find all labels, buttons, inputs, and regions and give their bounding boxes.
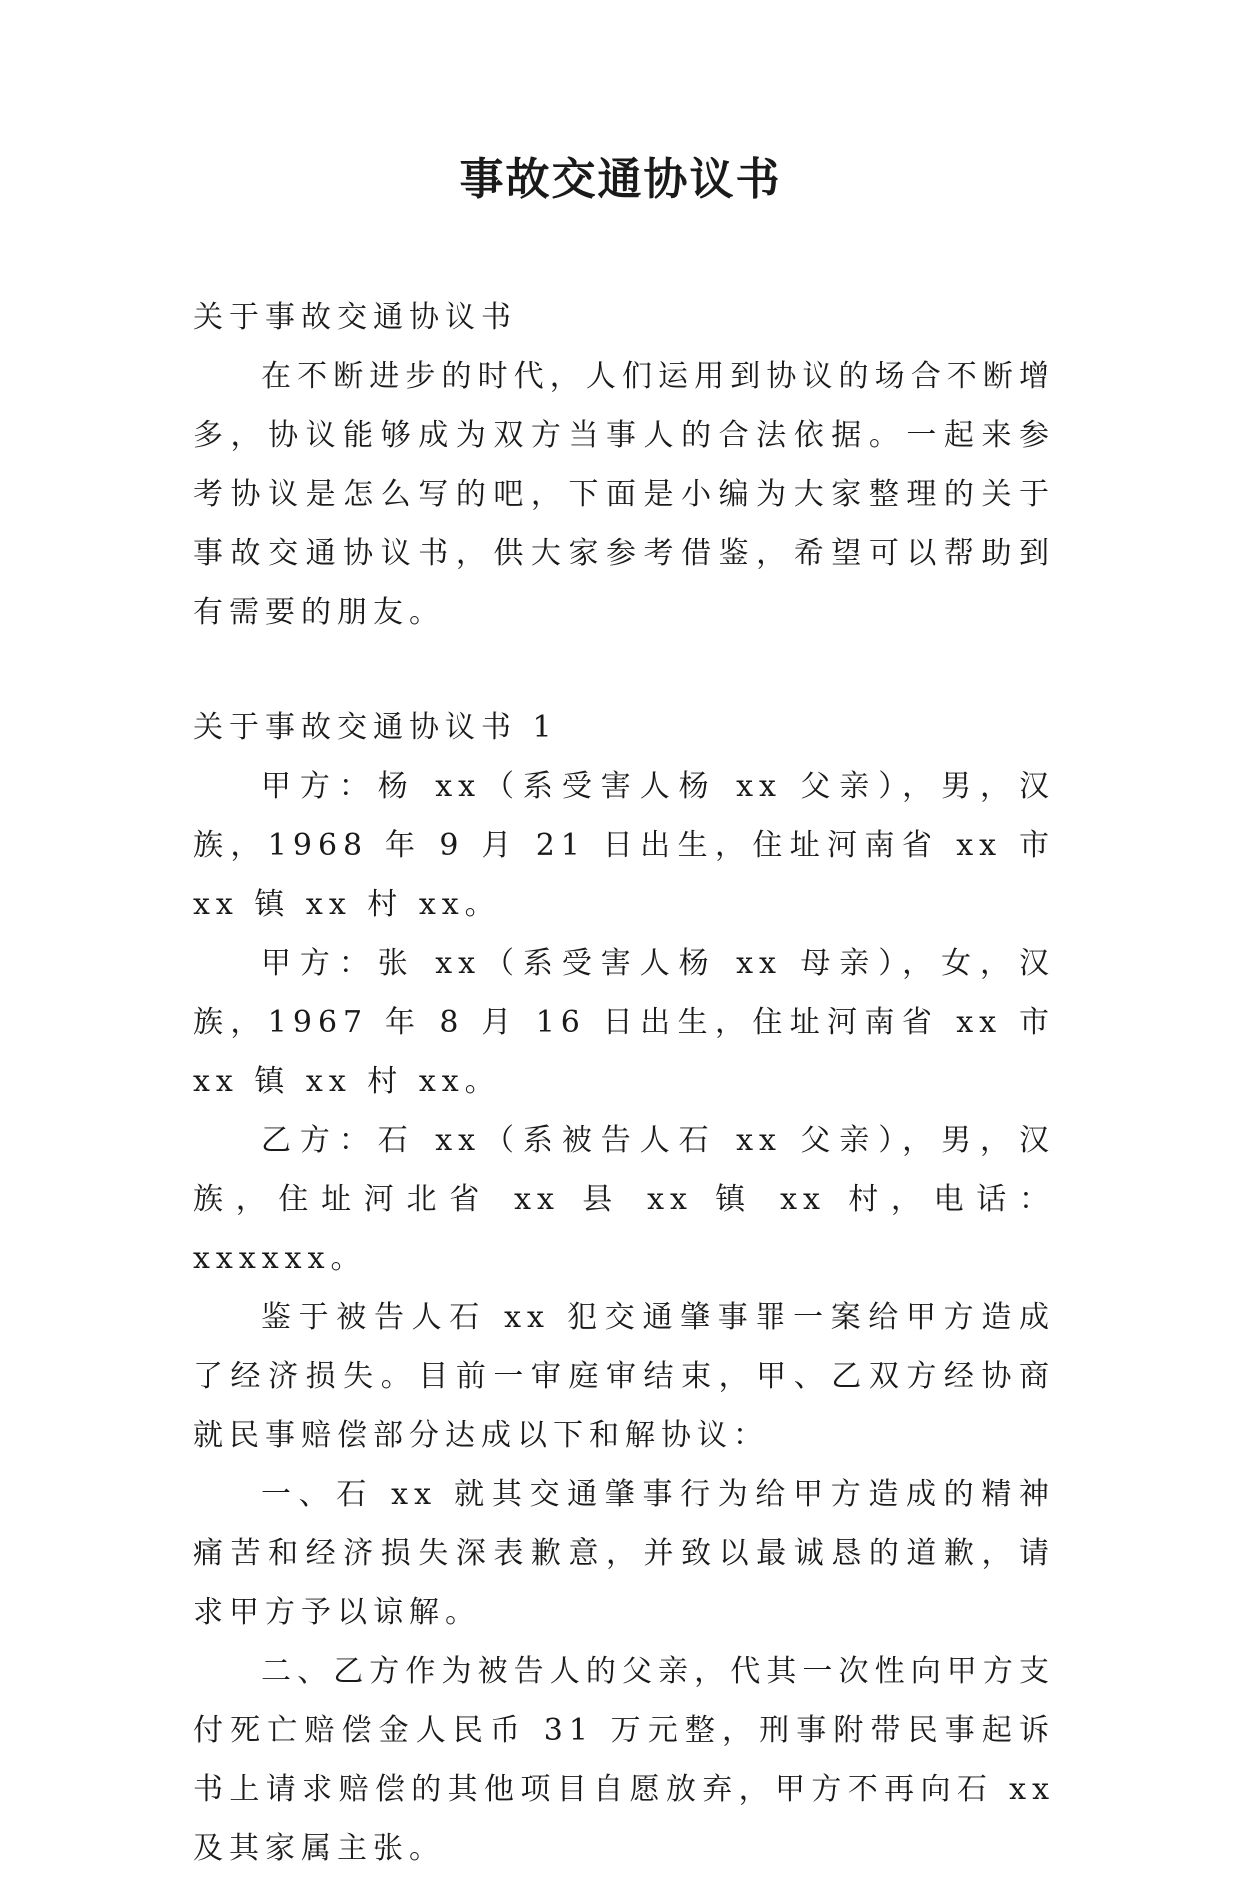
document-body <box>193 288 1055 1878</box>
document-title: 事故交通协议书 <box>459 154 782 205</box>
clause-two-paragraph: 二、乙方作为被告人的父亲，代其一次性向甲方支付死亡赔偿金人民币 31 万元整，刑事附带民事起诉书上请求赔偿的其他项目自愿放弃，甲方不再向石 xx 及其家属主张。 <box>193 1654 1055 1866</box>
party-a-father-paragraph: 甲方：杨 xx（系受害人杨 xx 父亲），男，汉族，1968 年 9 月 21 日出生，住址河南省 xx 市 xx 镇 xx 村 xx。 <box>193 769 1055 922</box>
party-a-mother-paragraph: 甲方：张 xx（系受害人杨 xx 母亲），女，汉族，1967 年 8 月 16 日出生，住址河南省 xx 市 xx 镇 xx 村 xx。 <box>193 946 1055 1099</box>
intro-paragraph: 在不断进步的时代，人们运用到协议的场合不断增多，协议能够成为双方当事人的合法依据。一起来参考协议是怎么写的吧，下面是小编为大家整理的关于事故交通协议书，供大家参考借鉴，希望可以帮助到有需要的朋友。 <box>193 359 1055 630</box>
document-subtitle: 关于事故交通协议书 <box>193 300 517 335</box>
section-heading: 关于事故交通协议书 1 <box>193 710 558 745</box>
party-b-paragraph: 乙方：石 xx（系被告人石 xx 父亲），男，汉族，住址河北省 xx 县 xx 镇 xx 村，电话：xxxxxx。 <box>193 1123 1055 1276</box>
clause-one-paragraph: 一、石 xx 就其交通肇事行为给甲方造成的精神痛苦和经济损失深表歉意，并致以最诚恳的道歉，请求甲方予以谅解。 <box>193 1477 1055 1630</box>
background-paragraph: 鉴于被告人石 xx 犯交通肇事罪一案给甲方造成了经济损失。目前一审庭审结束，甲、乙双方经协商就民事赔偿部分达成以下和解协议： <box>193 1300 1055 1453</box>
section-spacer <box>193 642 1055 698</box>
